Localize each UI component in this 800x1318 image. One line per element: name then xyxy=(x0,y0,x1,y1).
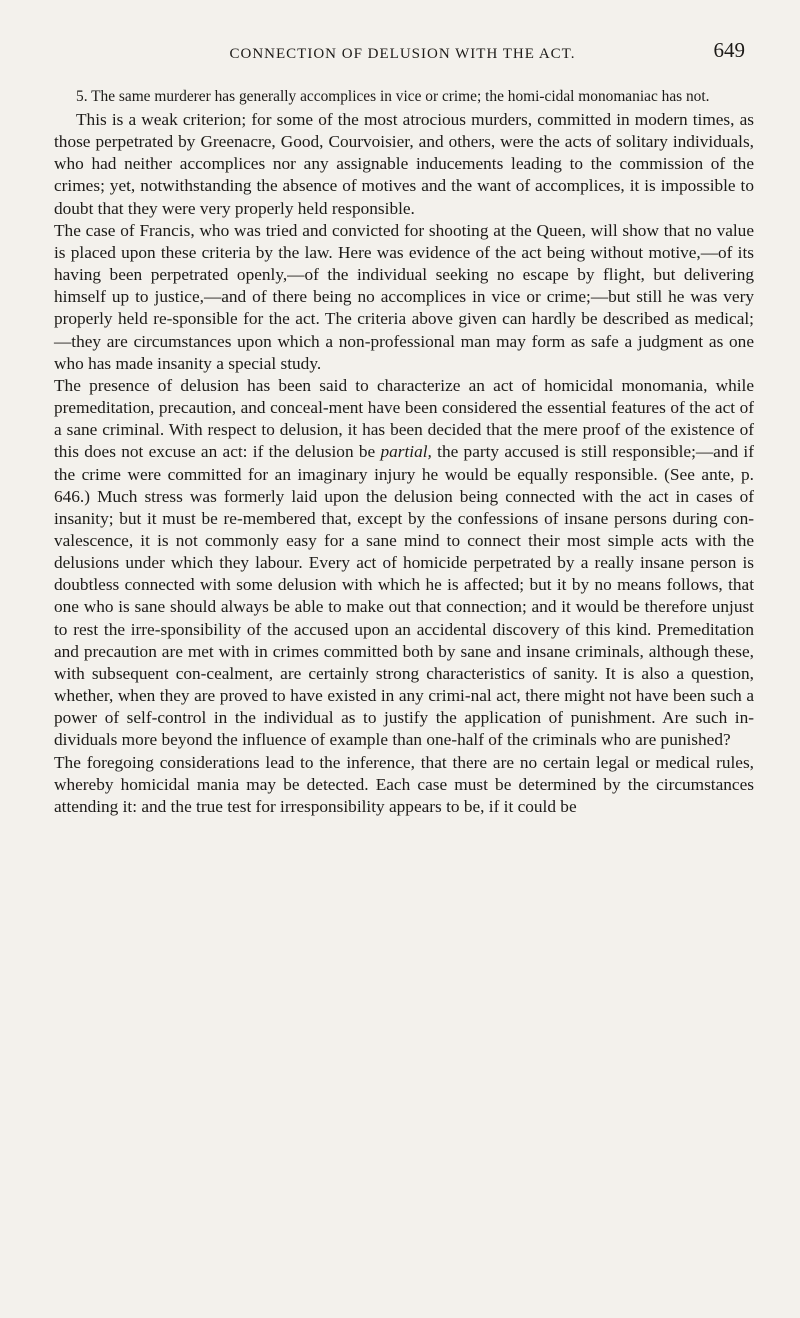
page-header xyxy=(60,38,745,68)
paragraph-delusion xyxy=(54,375,754,752)
emphasis-partial: partial, xyxy=(380,442,432,462)
page-number: 649 xyxy=(713,38,745,62)
paragraph-criterion: 5. The same murderer has generally accomplices in vice or crime; the homi-cidal monomaniac has not. xyxy=(76,88,710,105)
paragraph-delusion-part-b: the party accused is still responsible;—and if the crime were committed for an imaginary injury he would be equally responsible. (See ante, p. 646.) Much stress was formerly laid upon the delusion being connected with the act in cases of insanity; but it must be re-membered that, except by the confessions of insane persons during con-valescence, it is not commonly easy for a sane mind to connect their most simple acts with the delusions under which they labour. Every act of homicide perpetrated by a really insane person is doubtless connected with some delusion with which he is affected; but it by no means follows, that one who is sane should always be able to make out that connection; and it would be therefore unjust to rest the irre-sponsibility of the accused upon an accidental discovery of this kind. Premeditation and precaution are met with in crimes committed both by sane and insane criminals, although these, with subsequent con-cealment, are certainly strong characteristics of sanity. It is also a question, whether, when they are proved to have existed in any crimi-nal act, there might not have been such a power of self-control in the individual as to justify the application of punishment. Are such in-dividuals more beyond the influence of example than one-half of the criminals who are punished? xyxy=(54,442,754,750)
paragraph-delusion-part-a: The presence of delusion has been said to characterize an act of homicidal monomania, while premeditation, precaution, and conceal-ment have been considered the essential features of the act of a sane criminal. With respect to delusion, it has been decided that the mere proof of the existence of this does not excuse an act: if the delusion be xyxy=(54,375,754,462)
body-text xyxy=(54,86,754,818)
paragraph-conclusion: The foregoing considerations lead to the inference, that there are no certain legal or medical rules, whereby homicidal mania may be detected. Each case must be determined by the circumstances attending it: and the true test for irresponsibility appears to be, if it could be xyxy=(54,752,754,816)
paragraph-weak-criterion: This is a weak criterion; for some of the most atrocious murders, committed in modern times, as those perpetrated by Greenacre, Good, Courvoisier, and others, were the acts of solitary individuals, who had neither accomplices nor any assignable inducements leading to the commission of the crimes; yet, notwithstanding the absence of motives and the want of accomplices, it is impossible to doubt that they were very properly held responsible. xyxy=(54,110,754,218)
paragraph-francis-case: The case of Francis, who was tried and convicted for shooting at the Queen, will show that no value is placed upon these criteria by the law. Here was evidence of the act being without motive,—of its having been perpetrated openly,—of the individual seeking no escape by flight, but delivering himself up to justice,—and of there being no accomplices in vice or crime;—but still he was very properly held re-sponsible for the act. The criteria above given can hardly be described as medical;—they are circumstances upon which a non-professional man may form as safe a judgment as one who has made insanity a special study. xyxy=(54,220,754,373)
running-title: CONNECTION OF DELUSION WITH THE ACT. xyxy=(229,46,576,62)
